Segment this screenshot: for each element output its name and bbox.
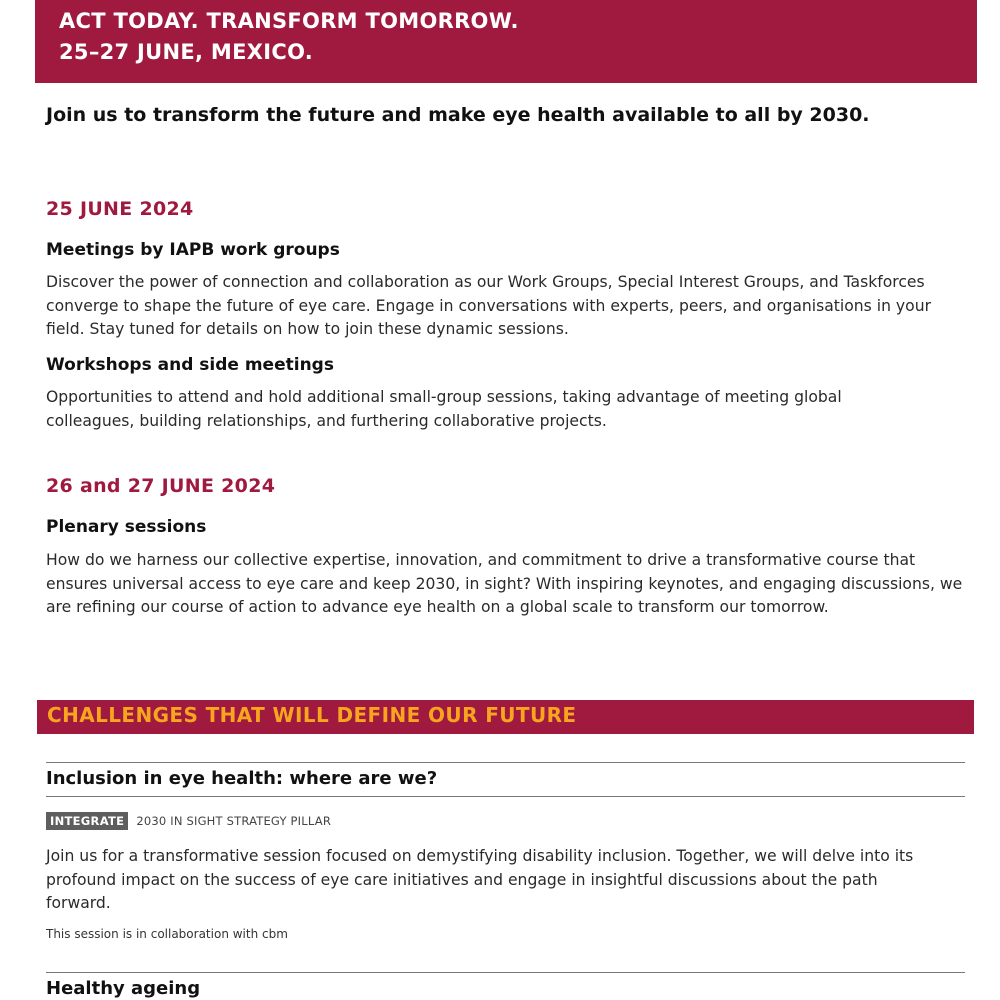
item-title-work-groups: Meetings by IAPB work groups [46, 240, 340, 260]
pillar-label: 2030 IN SIGHT STRATEGY PILLAR [136, 813, 332, 828]
session-title-inclusion: Inclusion in eye health: where are we? [46, 768, 438, 789]
pillar-tag-badge: INTEGRATE [46, 812, 128, 830]
intro-statement: Join us to transform the future and make eye health available to all by 2030. [46, 104, 870, 126]
banner-tagline: ACT TODAY. TRANSFORM TOMORROW. [59, 9, 519, 33]
item-text-work-groups: Discover the power of connection and collaboration as our Work Groups, Special Interest Groups, and Taskforces converge to shape the future of eye care. Engage in conversations with experts, peers, and organisations in your field. Stay tuned for details on how to join these dynamic sessions. [46, 273, 931, 338]
divider [46, 796, 965, 797]
item-text-plenary: How do we harness our collective expertise, innovation, and commitment to drive a transformative course that ensures universal access to eye care and keep 2030, in sight? With inspiring keynotes, and engaging discussions, we are refining our course of action to advance eye health on a global scale to transform our tomorrow. [46, 551, 963, 616]
session-collaboration-note: This session is in collaboration with cbm [46, 927, 288, 941]
item-text-workshops: Opportunities to attend and hold additional small-group sessions, taking advantage of meeting global colleagues, building relationships, and furthering collaborative projects. [46, 388, 842, 430]
divider [46, 762, 965, 763]
banner-dates-location: 25–27 JUNE, MEXICO. [59, 40, 314, 64]
session-tag-row [46, 811, 331, 830]
hero-banner [35, 0, 977, 83]
day-date-25-june: 25 JUNE 2024 [46, 198, 194, 220]
session-title-healthy-ageing: Healthy ageing [46, 978, 201, 999]
challenges-heading: CHALLENGES THAT WILL DEFINE OUR FUTURE [37, 700, 974, 734]
item-title-workshops: Workshops and side meetings [46, 355, 334, 375]
day-date-26-27-june: 26 and 27 JUNE 2024 [46, 475, 276, 497]
session-text-inclusion: Join us for a transformative session focused on demystifying disability inclusion. Together, we will delve into its profound impact on the success of eye care initiatives and engage in insightful discussions about the path forward. [46, 847, 914, 912]
item-title-plenary: Plenary sessions [46, 517, 207, 537]
divider [46, 972, 965, 973]
